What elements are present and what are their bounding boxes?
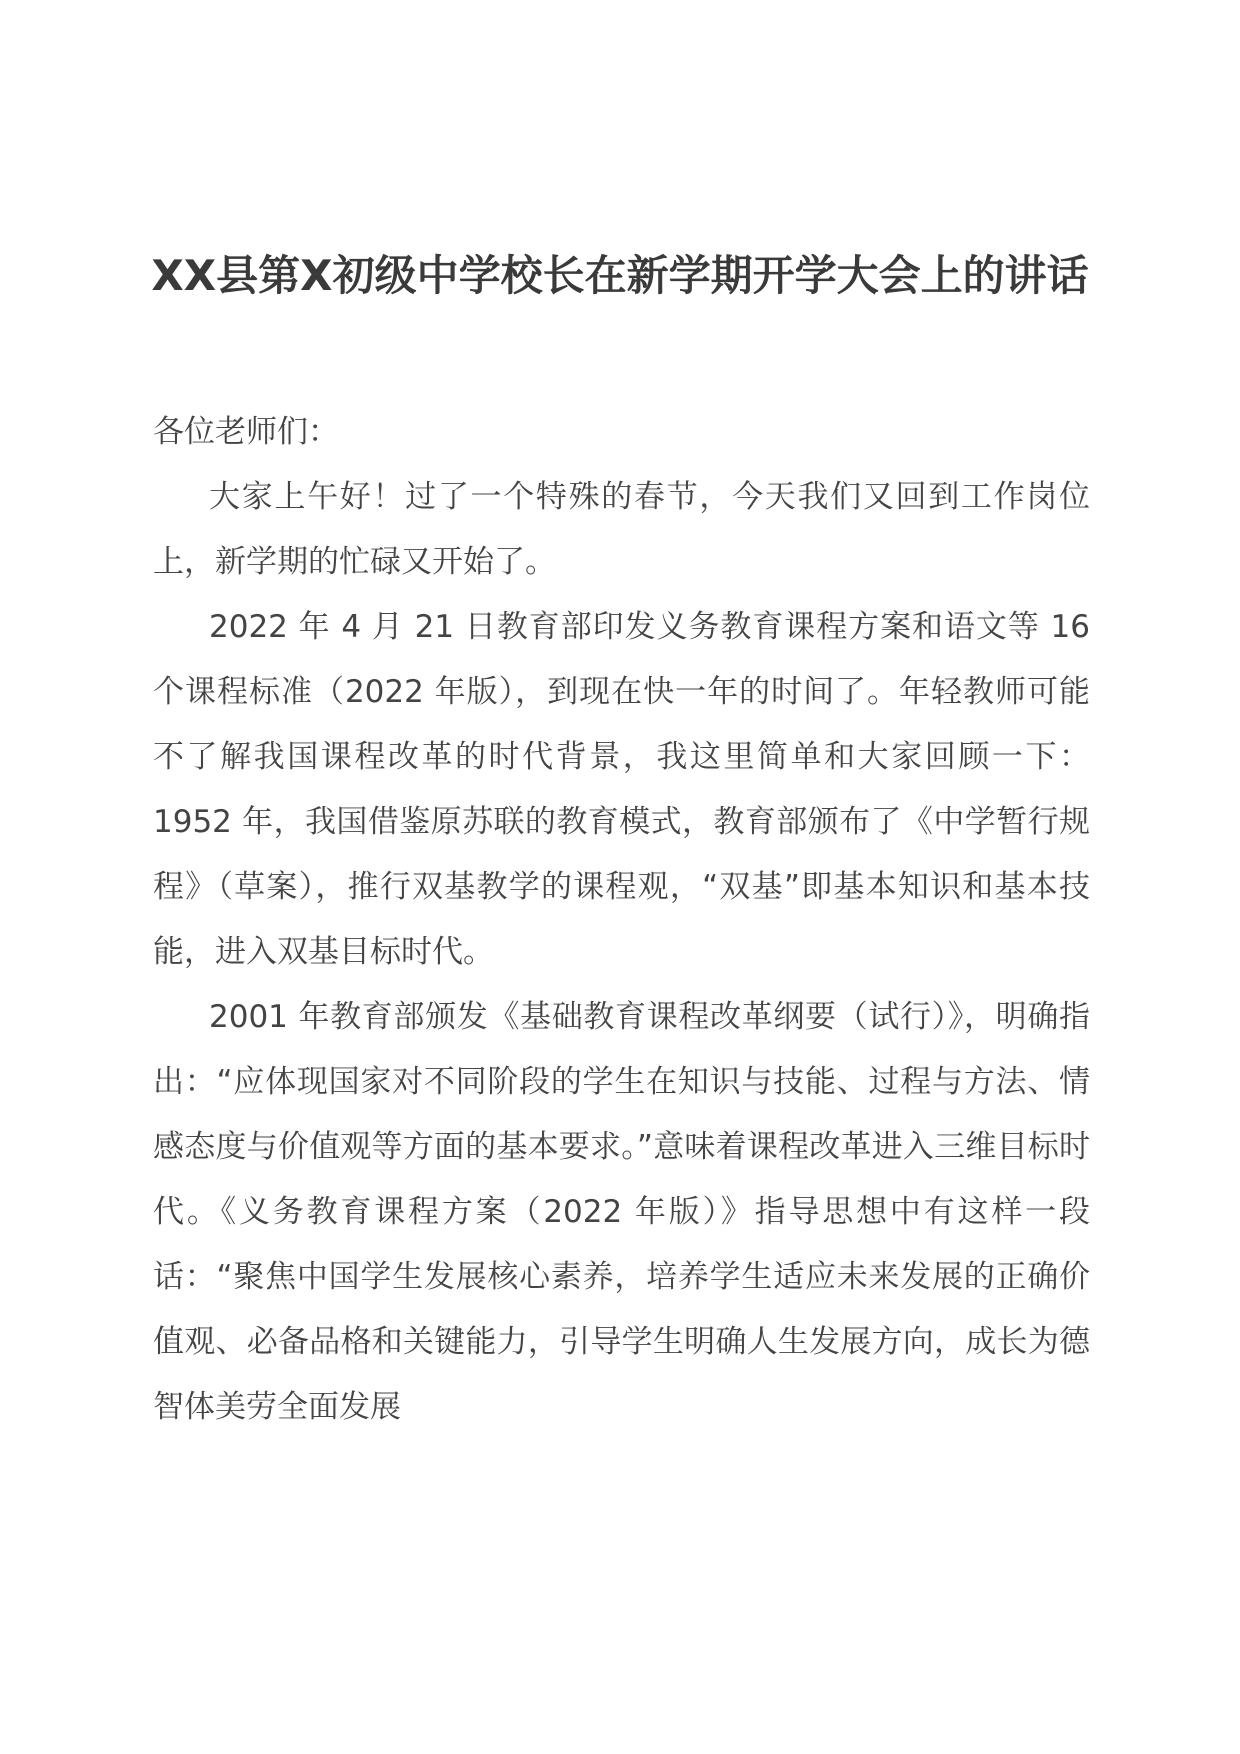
paragraph-3: 2001 年教育部颁发《基础教育课程改革纲要（试行）》，明确指出：“应体现国家对不同阶段的学生在知识与技能、过程与方法、情感态度与价值观等方面的基本要求。”意味着课程改革进入三维目标时代。《义务教育课程方案（2022 年版）》指导思想中有这样一段话：“聚焦中国学生发展核心素养，培养学生适应未来发展的正确价值观、必备品格和关键能力，引导学生明确人生发展方向，成长为德智体美劳全面发展 xyxy=(153,999,1090,1425)
salutation: 各位老师们： xyxy=(153,414,339,450)
paragraph-2: 2022 年 4 月 21 日教育部印发义务教育课程方案和语文等 16 个课程标准（2022 年版），到现在快一年的时间了。年轻教师可能不了解我国课程改革的时代背景，我这里简单和大家回顾一下：1952 年，我国借鉴原苏联的教育模式，教育部颁布了《中学暂行规程》（草案），推行双基教学的课程观，“双基”即基本知识和基本技能，进入双基目标时代。 xyxy=(153,609,1090,970)
paragraph-1: 大家上午好！过了一个特殊的春节，今天我们又回到工作岗位上，新学期的忙碌又开始了。 xyxy=(153,479,1090,580)
document-title: XX县第X初级中学校长在新学期开学大会上的讲话 xyxy=(151,251,1089,300)
document-body xyxy=(153,400,1090,1440)
